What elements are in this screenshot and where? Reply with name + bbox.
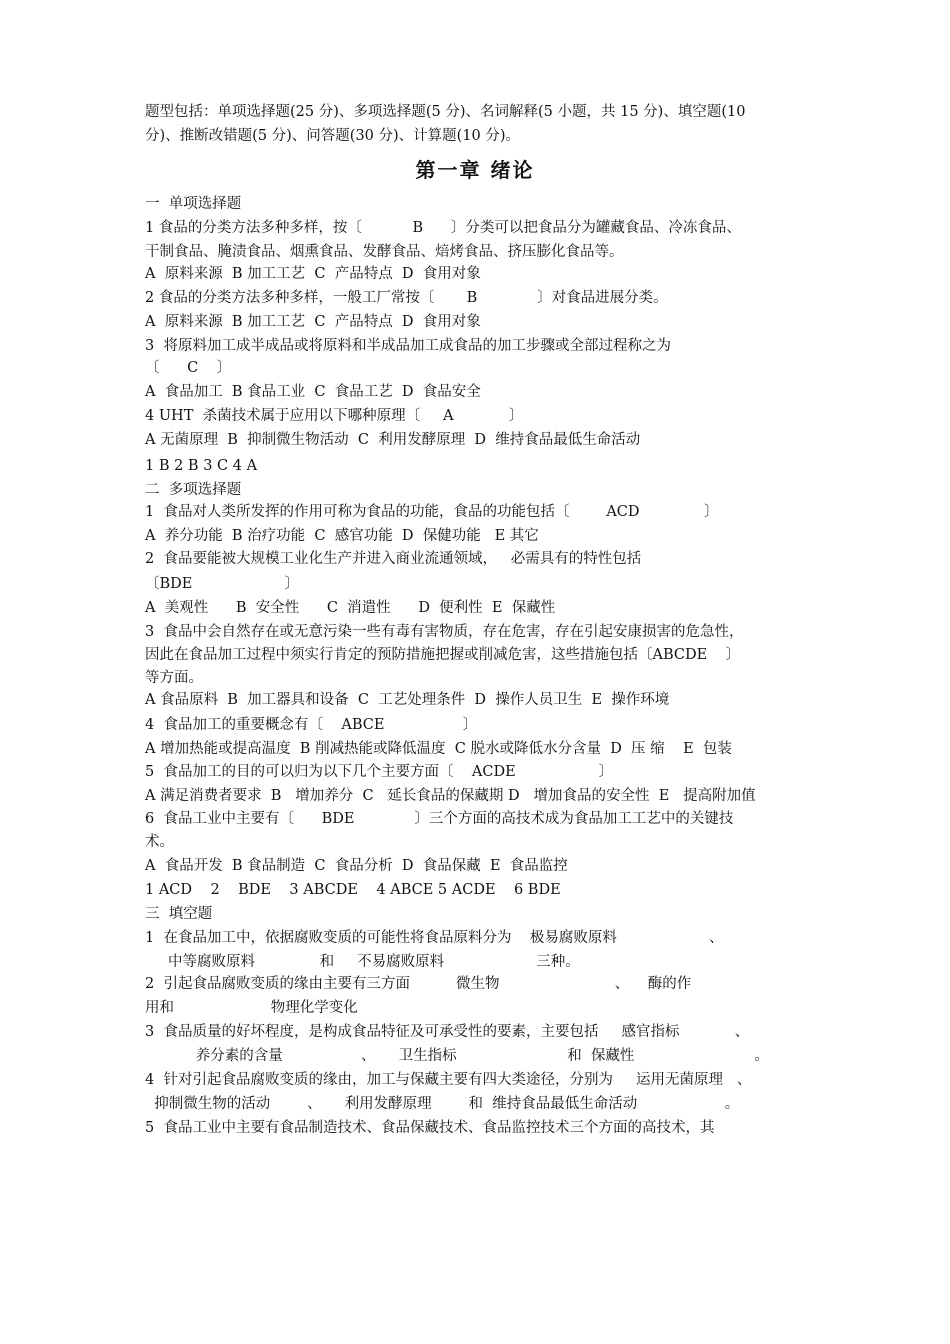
text-line: 用和 物理化学变化 xyxy=(145,1000,414,1016)
text-line: A 食品加工 B 食品工业 C 食品工艺 D 食品安全 xyxy=(145,384,481,400)
chapter-title: 第一章 绪论 xyxy=(415,158,535,182)
text-line: 〔BDE 〕 xyxy=(145,576,300,592)
text-line: 术。 xyxy=(145,834,174,850)
text-line: 等方面。 xyxy=(145,670,203,686)
text-line: A 原料来源 B 加工工艺 C 产品特点 D 食用对象 xyxy=(145,314,481,330)
intro-line-1: 题型包括：单项选择题(25 分)、多项选择题(5 分)、名词解释(5 小题，共 15 分)、填空题(10 xyxy=(145,104,746,120)
text-line: A 食品开发 B 食品制造 C 食品分析 D 食品保藏 E 食品监控 xyxy=(145,858,568,874)
text-line: A 养分功能 B 治疗功能 C 感官功能 D 保健功能 E 其它 xyxy=(145,528,539,544)
text-line: 因此在食品加工过程中须实行肯定的预防措施把握或削减危害，这些措施包括〔ABCDE 〕 xyxy=(145,647,741,663)
text-line: A 增加热能或提高温度 B 削减热能或降低温度 C 脱水或降低水分含量 D 压 缩 E 包装 xyxy=(145,741,732,757)
text-line: 4 针对引起食品腐败变质的缘由，加工与保藏主要有四大类途径，分别为 运用无菌原理 、 xyxy=(145,1072,752,1088)
text-line: 4 食品加工的重要概念有〔 ABCE 〕 xyxy=(145,717,478,733)
text-line: A 无菌原理 B 抑制微生物活动 C 利用发酵原理 D 维持食品最低生命活动 xyxy=(145,432,641,448)
text-line: 3 食品中会自然存在或无意污染一些有毒有害物质，存在危害，存在引起安康损害的危急性， xyxy=(145,624,744,640)
text-line: 1 在食品加工中，依据腐败变质的可能性将食品原料分为 极易腐败原料 、 xyxy=(145,930,724,946)
text-line: 一 单项选择题 xyxy=(145,196,242,212)
text-line: A 满足消费者要求 B 增加养分 C 延长食品的保藏期 D 增加食品的安全性 E 提高附加值 xyxy=(145,788,756,804)
text-line: A 原料来源 B 加工工艺 C 产品特点 D 食用对象 xyxy=(145,266,481,282)
text-line: 抑制微生物的活动 、 利用发酵原理 和 维持食品最低生命活动 。 xyxy=(145,1096,740,1112)
text-line: 2 食品的分类方法多种多样，一般工厂常按〔 B 〕对食品进展分类。 xyxy=(145,290,668,306)
text-line: 二 多项选择题 xyxy=(145,482,242,498)
text-line: 1 食品对人类所发挥的作用可称为食品的功能，食品的功能包括〔 ACD 〕 xyxy=(145,504,719,520)
text-line: 1 ACD 2 BDE 3 ABCDE 4 ABCE 5 ACDE 6 BDE xyxy=(145,882,561,898)
text-line: A 食品原料 B 加工器具和设备 C 工艺处理条件 D 操作人员卫生 E 操作环境 xyxy=(145,692,670,708)
text-line: 1 食品的分类方法多种多样，按〔 B 〕分类可以把食品分为罐藏食品、冷冻食品、 xyxy=(145,220,741,236)
text-line: 2 食品要能被大规模工业化生产并进入商业流通领域， 必需具有的特性包括 xyxy=(145,551,642,567)
text-line: 1 B 2 B 3 C 4 A xyxy=(145,458,258,474)
text-line: 6 食品工业中主要有〔 BDE 〕三个方面的高技术成为食品加工工艺中的关键技 xyxy=(145,811,734,827)
text-line: 〔 C 〕 xyxy=(145,360,232,376)
text-line: 三 填空题 xyxy=(145,906,213,922)
text-line: 干制食品、腌渍食品、烟熏食品、发酵食品、焙烤食品、挤压膨化食品等。 xyxy=(145,244,624,260)
intro-line-2: 分)、推断改错题(5 分)、问答题(30 分)、计算题(10 分)。 xyxy=(145,128,521,144)
text-line: 5 食品工业中主要有食品制造技术、食品保藏技术、食品监控技术三个方面的高技术，其 xyxy=(145,1120,715,1136)
text-line: 4 UHT 杀菌技术属于应用以下哪种原理〔 A 〕 xyxy=(145,408,524,424)
text-line: 5 食品加工的目的可以归为以下几个主要方面〔 ACDE 〕 xyxy=(145,764,614,780)
text-line: 2 引起食品腐败变质的缘由主要有三方面 微生物 、 酶的作 xyxy=(145,976,692,992)
text-line: 养分素的含量 、 卫生指标 和 保藏性 。 xyxy=(145,1048,769,1064)
text-line: 3 将原料加工成半成品或将原料和半成品加工成食品的加工步骤或全部过程称之为 xyxy=(145,338,671,354)
text-line: 中等腐败原料 和 不易腐败原料 三种。 xyxy=(145,954,580,970)
text-line: 3 食品质量的好坏程度，是构成食品特征及可承受性的要素，主要包括 感官指标 、 xyxy=(145,1024,750,1040)
text-line: A 美观性 B 安全性 C 消遣性 D 便利性 E 保藏性 xyxy=(145,600,556,616)
